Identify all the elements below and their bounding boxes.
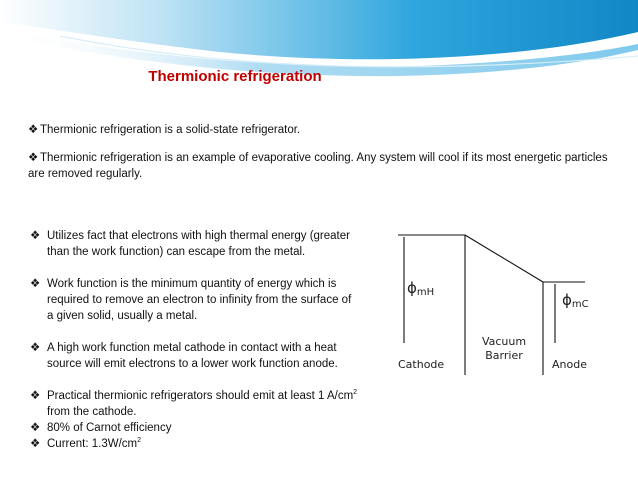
slide-title: Thermionic refrigeration <box>148 68 322 85</box>
list-item: ❖ 80% of Carnot efficiency <box>30 422 172 434</box>
phi-mh-label: ϕmH <box>407 279 435 298</box>
vacuum-label-line-2: Barrier <box>485 349 523 362</box>
list-item: ❖ A high work function metal cathode in contact with a heat source will emit electrons to a lower work function anode. <box>30 342 338 370</box>
list-item: ❖ Current: $1.3W/cm^2$ <box>30 437 142 450</box>
intro-paragraph-1: ❖ Thermionic refrigeration is a solid-state refrigerator. <box>28 124 301 136</box>
list-item: ❖ Utilizes fact that electrons with high thermal energy (greater than the work function) can escape from the metal. <box>30 230 350 258</box>
phi-mc-label: ϕmC <box>562 291 589 310</box>
bullet-list <box>30 228 360 452</box>
vacuum-barrier-slope <box>465 235 543 282</box>
diamond-bullet-icon: ❖ <box>30 390 41 402</box>
energy-band-diagram <box>380 225 610 385</box>
intro-paragraph-2: ❖ Thermionic refrigeration is an example of evaporative cooling. Any system will cool if its most energetic particles are removed regularly. <box>28 152 608 180</box>
diamond-bullet-icon: ❖ <box>30 342 41 354</box>
list-item: ❖ Work function is the minimum quantity of energy which is required to remove an electron to infinity from the surface of a given solid, usually a metal. <box>30 278 352 322</box>
diamond-bullet-icon: ❖ <box>30 438 41 450</box>
vacuum-label-line-1: Vacuum <box>481 335 527 348</box>
diamond-bullet-icon: ❖ <box>28 152 39 164</box>
diamond-bullet-icon: ❖ <box>28 124 39 136</box>
diamond-bullet-icon: ❖ <box>30 278 41 290</box>
diamond-bullet-icon: ❖ <box>30 422 41 434</box>
diamond-bullet-icon: ❖ <box>30 230 41 242</box>
anode-label: Anode <box>552 358 587 371</box>
cathode-label: Cathode <box>398 358 445 371</box>
list-item: ❖ Practical thermionic refrigerators should emit at least 1 $A/cm^2$ from the cathode. <box>30 389 358 418</box>
